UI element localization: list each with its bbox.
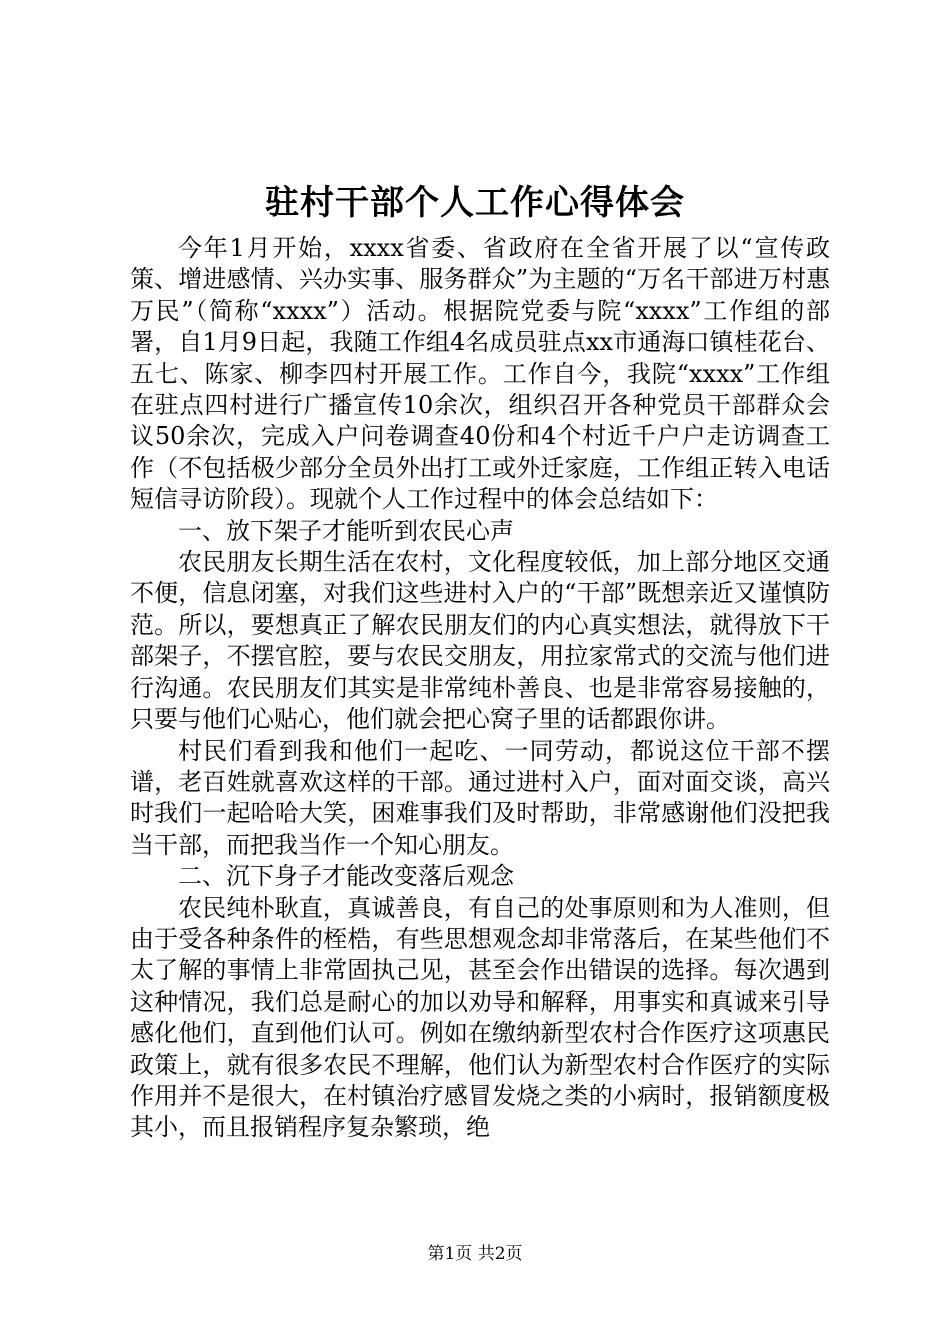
page-footer: 第1页 共2页 (427, 1244, 523, 1264)
paragraph-section2-a: 农民纯朴耿直，真诚善良，有自己的处事原则和为人准则，但由于受各种条件的桎梏，有些思想观念却非常落后，在某些他们不太了解的事情上非常固执己见，甚至会作出错误的选择。每次遇到这种情况，我们总是耐心的加以劝导和解释，用事实和真诚来引导感化他们，直到他们认可。例如在缴纳新型农村合作医疗这项惠民政策上，就有很多农民不理解，他们认为新型农村合作医疗的实际作用并不是很大，在村镇治疗感冒发烧之类的小病时，报销额度极其小，而且报销程序复杂繁琐，绝 (130, 893, 830, 1142)
document-title: 驻村干部个人工作心得体会 (265, 183, 685, 223)
document-body (130, 233, 830, 1144)
paragraph-section1-a: 农民朋友长期生活在农村，文化程度较低，加上部分地区交通不便，信息闭塞，对我们这些进村入户的“干部”既想亲近又谨慎防范。所以，要想真正了解农民朋友们的内心真实想法，就得放下干部架子，不摆官腔，要与农民交朋友，用拉家常式的交流与他们进行沟通。农民朋友们其实是非常纯朴善良、也是非常容易接触的，只要与他们心贴心，他们就会把心窝子里的话都跟你讲。 (130, 548, 830, 734)
section-heading-2: 二、沉下身子才能改变落后观念 (178, 862, 514, 891)
paragraph-section1-b: 村民们看到我和他们一起吃、一同劳动，都说这位干部不摆谱，老百姓就喜欢这样的干部。通过进村入户，面对面交谈，高兴时我们一起哈哈大笑，困难事我们及时帮助，非常感谢他们没把我当干部，而把我当作一个知心朋友。 (130, 736, 830, 859)
paragraph-intro: 今年1月开始，xxxx省委、省政府在全省开展了以“宣传政策、增进感情、兴办实事、服务群众”为主题的“万名干部进万村惠万民”（简称“xxxx”）活动。根据院党委与院“xxxx”工作组的部署，自1月9日起，我随工作组4名成员驻点xx市通海口镇桂花台、五七、陈家、柳李四村开展工作。工作自今，我院“xxxx”工作组在驻点四村进行广播宣传10余次，组织召开各种党员干部群众会议50余次，完成入户问卷调查40份和4个村近千户户走访调查工作（不包括极少部分全员外出打工或外迁家庭，工作组正转入电话短信寻访阶段）。现就个人工作过程中的体会总结如下： (130, 234, 830, 514)
section-heading-1: 一、放下架子才能听到农民心声 (178, 516, 514, 545)
